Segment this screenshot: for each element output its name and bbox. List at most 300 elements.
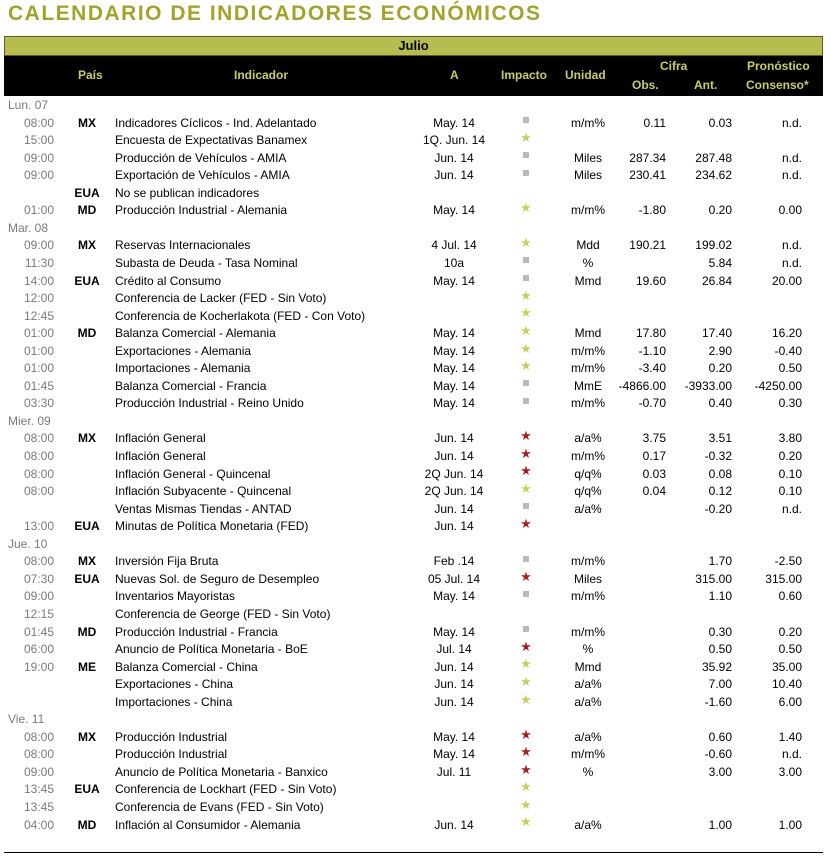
- time-cell: 12:15: [23, 606, 54, 621]
- time-cell: 09:00: [23, 150, 54, 165]
- period-cell: Feb .14: [433, 554, 475, 569]
- ant-cell: -0.20: [704, 501, 732, 516]
- time-cell: 01:00: [23, 326, 54, 341]
- time-cell: 09:00: [23, 764, 54, 779]
- indicator-cell: Producción Industrial: [115, 729, 228, 744]
- unit-cell: Miles: [573, 571, 602, 586]
- ant-cell: -1.60: [704, 694, 732, 709]
- ant-cell: 3.00: [708, 764, 732, 779]
- time-cell: 14:00: [23, 273, 54, 288]
- time-cell: 09:00: [23, 168, 54, 183]
- consensus-cell: n.d.: [781, 255, 802, 270]
- obs-cell: 17.80: [635, 326, 666, 341]
- star-icon: ★: [520, 445, 532, 461]
- time-cell: 03:30: [23, 396, 54, 411]
- time-cell: 08:00: [23, 554, 54, 569]
- header-ant: Ant.: [694, 78, 718, 92]
- indicator-cell: Subasta de Deuda - Tasa Nominal: [115, 255, 298, 270]
- star-icon: ★: [520, 235, 532, 251]
- table-row: [4, 746, 823, 764]
- time-cell: 01:00: [23, 343, 54, 358]
- indicator-cell: Anuncio de Política Monetaria - Banxico: [115, 764, 328, 779]
- consensus-cell: 0.50: [778, 642, 802, 657]
- table-row: [4, 638, 823, 659]
- time-cell: 01:00: [23, 361, 54, 376]
- indicator-cell: Importaciones - China: [115, 694, 233, 709]
- time-cell: 08:00: [23, 449, 54, 463]
- ant-cell: 1.00: [708, 817, 732, 832]
- unit-cell: m/m%: [571, 449, 605, 463]
- consensus-cell: n.d.: [781, 238, 802, 253]
- ant-cell: 0.20: [708, 361, 732, 376]
- consensus-cell: 0.20: [778, 624, 802, 639]
- time-cell: 08:00: [23, 747, 54, 762]
- unit-cell: MmE: [574, 378, 602, 393]
- square-icon: [523, 556, 529, 562]
- square-icon: [523, 117, 529, 123]
- obs-cell: 0.11: [643, 115, 666, 130]
- high-impact-star-icon: [514, 568, 538, 589]
- table-row: [4, 340, 823, 361]
- period-cell: May. 14: [433, 343, 475, 358]
- table-row: [4, 656, 823, 677]
- consensus-cell: 35.00: [771, 659, 802, 674]
- time-cell: 08:00: [23, 729, 54, 744]
- unit-cell: Mmd: [574, 273, 602, 288]
- period-cell: May. 14: [433, 589, 475, 604]
- country-cell: MX: [78, 115, 96, 130]
- unit-cell: %: [582, 255, 594, 270]
- period-cell: May. 14: [433, 115, 475, 130]
- time-cell: 06:00: [23, 642, 54, 657]
- ant-cell: 0.30: [708, 624, 732, 639]
- consensus-cell: 0.10: [778, 466, 802, 481]
- consensus-cell: 0.10: [778, 484, 802, 499]
- country-cell: MX: [78, 554, 96, 569]
- unit-cell: m/m%: [571, 589, 605, 604]
- country-cell: MX: [78, 238, 96, 253]
- table-row: [4, 129, 823, 150]
- consensus-cell: n.d.: [781, 747, 802, 762]
- table-row: [4, 255, 823, 273]
- ant-cell: 0.08: [708, 466, 732, 481]
- square-icon: [523, 257, 529, 263]
- consensus-cell: 0.50: [778, 361, 802, 376]
- country-cell: EUA: [74, 519, 100, 534]
- consensus-cell: n.d.: [781, 150, 802, 165]
- consensus-cell: 0.30: [778, 396, 802, 411]
- star-icon: ★: [520, 691, 532, 707]
- indicator-cell: Producción de Vehículos - AMIA: [115, 150, 287, 165]
- medium-impact-star-icon: [514, 691, 538, 712]
- time-cell: 13:00: [23, 519, 54, 534]
- low-impact-square-icon: [514, 150, 538, 168]
- period-cell: May. 14: [433, 273, 475, 288]
- table-row: [4, 606, 823, 624]
- indicator-cell: Producción Industrial - Reino Unido: [115, 396, 304, 411]
- country-cell: MD: [77, 203, 97, 218]
- table-header: [4, 56, 823, 96]
- ant-cell: 287.48: [695, 150, 732, 165]
- obs-cell: 19.60: [635, 273, 666, 288]
- country-cell: MD: [77, 624, 97, 639]
- ant-cell: 1.10: [708, 589, 732, 604]
- medium-impact-star-icon: [514, 237, 538, 255]
- star-icon: ★: [520, 568, 532, 584]
- obs-cell: 0.17: [642, 449, 666, 463]
- unit-cell: Miles: [573, 150, 602, 165]
- obs-cell: -1.10: [638, 343, 666, 358]
- country-cell: MX: [78, 729, 96, 744]
- ant-cell: 2.90: [708, 343, 732, 358]
- time-cell: 11:30: [24, 255, 54, 270]
- table-row: [4, 726, 823, 747]
- period-cell: Jun. 14: [434, 817, 474, 832]
- indicator-cell: Minutas de Política Monetaria (FED): [115, 519, 309, 534]
- indicator-cell: Balanza Comercial - Alemania: [115, 326, 276, 341]
- period-cell: 05 Jul. 14: [427, 571, 481, 586]
- low-impact-square-icon: [514, 395, 538, 413]
- square-icon: [523, 380, 529, 386]
- low-impact-square-icon: [514, 378, 538, 396]
- ant-cell: 315.00: [695, 571, 732, 586]
- header-obs: Obs.: [632, 78, 659, 92]
- ant-cell: 0.40: [708, 396, 732, 411]
- country-cell: EUA: [74, 571, 100, 586]
- header-a: A: [450, 68, 459, 82]
- unit-cell: q/q%: [574, 484, 602, 499]
- indicator-cell: Producción Industrial - Alemania: [115, 203, 288, 218]
- period-cell: May. 14: [433, 729, 475, 744]
- country-cell: EUA: [74, 273, 100, 288]
- indicator-cell: Conferencia de Kocherlakota (FED - Con Voto): [115, 308, 366, 323]
- period-cell: Jun. 14: [434, 449, 474, 463]
- period-cell: May. 14: [433, 203, 475, 218]
- star-icon: ★: [520, 428, 532, 444]
- table-row: [4, 463, 823, 484]
- table-row: [4, 553, 823, 571]
- low-impact-square-icon: [514, 588, 538, 606]
- time-cell: 08:00: [23, 115, 54, 130]
- indicator-cell: Inflación Subyacente - Quincenal: [115, 484, 292, 499]
- obs-cell: -1.80: [638, 203, 666, 218]
- unit-cell: a/a%: [574, 729, 602, 744]
- star-icon: ★: [520, 305, 532, 321]
- table-row: [4, 150, 823, 168]
- ant-cell: -0.32: [704, 449, 732, 463]
- time-cell: 13:45: [23, 782, 54, 797]
- period-cell: 1Q. Jun. 14: [422, 133, 486, 148]
- indicator-cell: Balanza Comercial - China: [115, 659, 258, 674]
- time-cell: 01:45: [23, 624, 54, 639]
- time-cell: 09:00: [23, 589, 54, 604]
- country-cell: MD: [77, 817, 97, 832]
- table-row: [4, 237, 823, 255]
- obs-cell: 287.34: [629, 150, 666, 165]
- table-row: [4, 445, 823, 466]
- square-icon: [523, 170, 529, 176]
- time-cell: 12:00: [23, 291, 54, 306]
- obs-cell: 0.04: [642, 484, 666, 499]
- table-row: [4, 796, 823, 817]
- time-cell: 08:00: [23, 484, 54, 499]
- country-cell: EUA: [74, 185, 100, 200]
- medium-impact-star-icon: [514, 814, 538, 835]
- consensus-cell: n.d.: [781, 501, 802, 516]
- unit-cell: a/a%: [574, 431, 602, 446]
- indicator-cell: Conferencia de Lacker (FED - Sin Voto): [115, 291, 327, 306]
- header-unidad: Unidad: [565, 68, 606, 82]
- table-row: [4, 501, 823, 519]
- header-consenso: Consenso*: [746, 78, 809, 92]
- table-row: [4, 588, 823, 606]
- star-icon: ★: [520, 761, 532, 777]
- indicator-cell: Reservas Internacionales: [115, 238, 251, 253]
- obs-cell: 190.21: [629, 238, 666, 253]
- indicator-cell: Conferencia de Lockhart (FED - Sin Voto): [115, 782, 337, 797]
- medium-impact-star-icon: [514, 129, 538, 150]
- unit-cell: Mdd: [576, 238, 600, 253]
- table-row: [4, 430, 823, 448]
- consensus-cell: 315.00: [765, 571, 802, 586]
- obs-cell: -3.40: [638, 361, 666, 376]
- period-cell: 2Q Jun. 14: [424, 466, 484, 481]
- indicator-cell: Exportaciones - China: [115, 677, 234, 692]
- table-row: [4, 395, 823, 413]
- high-impact-star-icon: [514, 518, 538, 536]
- star-icon: ★: [520, 656, 532, 672]
- header-pais: País: [78, 68, 103, 82]
- indicator-cell: Conferencia de George (FED - Sin Voto): [115, 606, 331, 621]
- period-cell: 2Q Jun. 14: [424, 484, 484, 499]
- medium-impact-star-icon: [514, 202, 538, 220]
- unit-cell: m/m%: [571, 361, 605, 376]
- time-cell: 04:00: [23, 817, 54, 832]
- period-cell: 4 Jul. 14: [431, 238, 477, 253]
- unit-cell: Miles: [573, 168, 602, 183]
- medium-impact-star-icon: [514, 480, 538, 501]
- indicator-cell: Encuesta de Expectativas Banamex: [115, 133, 308, 148]
- indicator-cell: Balanza Comercial - Francia: [115, 378, 267, 393]
- header-impacto: Impacto: [501, 68, 548, 82]
- square-icon: [523, 398, 529, 404]
- consensus-cell: 10.40: [771, 677, 802, 692]
- consensus-cell: 1.00: [778, 817, 802, 832]
- star-icon: ★: [520, 358, 532, 374]
- ant-cell: 5.84: [708, 255, 732, 270]
- day-header-row: [4, 97, 823, 115]
- ant-cell: -3933.00: [684, 378, 732, 393]
- day-header-row: [4, 711, 823, 729]
- period-cell: Jul. 11: [436, 764, 472, 779]
- unit-cell: a/a%: [574, 817, 602, 832]
- star-icon: ★: [520, 129, 532, 145]
- table-row: [4, 185, 823, 203]
- ant-cell: 199.02: [695, 238, 732, 253]
- ant-cell: 3.51: [708, 431, 732, 446]
- country-cell: MX: [78, 431, 96, 446]
- indicator-cell: Inflación General - Quincenal: [115, 466, 271, 481]
- period-cell: Jul. 14: [436, 642, 472, 657]
- indicator-cell: Nuevas Sol. de Seguro de Desempleo: [115, 571, 320, 586]
- time-cell: 09:00: [23, 238, 54, 253]
- time-cell: 08:00: [23, 431, 54, 446]
- indicator-cell: Importaciones - Alemania: [115, 361, 251, 376]
- country-cell: MD: [77, 326, 97, 341]
- day-label: Jue. 10: [8, 536, 48, 551]
- time-cell: 15:00: [23, 133, 54, 148]
- table-row: [4, 378, 823, 396]
- consensus-cell: 0.00: [778, 203, 802, 218]
- square-icon: [523, 152, 529, 158]
- time-cell: 01:45: [23, 378, 54, 393]
- day-header-row: [4, 536, 823, 554]
- consensus-cell: n.d.: [781, 168, 802, 183]
- table-row: [4, 568, 823, 589]
- unit-cell: Mmd: [574, 326, 602, 341]
- day-label: Lun. 07: [8, 98, 49, 112]
- ant-cell: 0.20: [708, 203, 732, 218]
- unit-cell: m/m%: [571, 624, 605, 639]
- table-row: [4, 781, 823, 799]
- unit-cell: %: [582, 764, 594, 779]
- period-cell: May. 14: [433, 396, 475, 411]
- consensus-cell: 16.20: [771, 326, 802, 341]
- obs-cell: 230.41: [629, 168, 666, 183]
- table-row: [4, 761, 823, 782]
- unit-cell: q/q%: [574, 466, 602, 481]
- day-label: Mier. 09: [8, 413, 51, 428]
- period-cell: Jun. 14: [434, 431, 474, 446]
- table-row: [4, 167, 823, 185]
- indicator-cell: Producción Industrial: [115, 747, 228, 762]
- indicator-cell: Inflación al Consumidor - Alemania: [115, 817, 301, 832]
- unit-cell: a/a%: [574, 694, 602, 709]
- day-label: Mar. 08: [8, 220, 49, 235]
- star-icon: ★: [520, 638, 532, 654]
- indicator-cell: Inflación General: [115, 449, 206, 463]
- square-icon: [523, 591, 529, 597]
- unit-cell: %: [582, 642, 594, 657]
- unit-cell: m/m%: [571, 343, 605, 358]
- time-cell: 01:00: [23, 203, 54, 218]
- time-cell: 08:00: [23, 466, 54, 481]
- period-cell: Jun. 14: [434, 659, 474, 674]
- consensus-cell: -2.50: [774, 554, 802, 569]
- table-row: [4, 287, 823, 308]
- indicator-cell: Inventarios Mayoristas: [115, 589, 236, 604]
- indicator-cell: Conferencia de Evans (FED - Sin Voto): [115, 800, 324, 814]
- indicator-cell: Inversión Fija Bruta: [115, 554, 219, 569]
- period-cell: 10a: [443, 255, 465, 270]
- indicator-cell: Inflación General: [115, 431, 206, 446]
- day-label: Vie. 11: [8, 712, 45, 727]
- consensus-cell: 0.20: [778, 449, 802, 463]
- time-cell: 13:45: [23, 800, 54, 814]
- star-icon: ★: [520, 673, 532, 689]
- star-icon: ★: [520, 779, 532, 795]
- period-cell: May. 14: [433, 624, 475, 639]
- obs-cell: 3.75: [642, 431, 666, 446]
- obs-cell: 0.03: [642, 466, 666, 481]
- star-icon: ★: [520, 480, 532, 496]
- period-cell: May. 14: [433, 747, 475, 762]
- table-row: [4, 115, 823, 133]
- period-cell: May. 14: [433, 378, 475, 393]
- consensus-cell: 6.00: [778, 694, 802, 709]
- unit-cell: m/m%: [571, 747, 605, 762]
- period-cell: Jun. 14: [434, 677, 474, 692]
- indicator-cell: Exportación de Vehículos - AMIA: [115, 168, 290, 183]
- star-icon: ★: [520, 287, 532, 303]
- consensus-cell: 3.80: [778, 431, 802, 446]
- unit-cell: m/m%: [571, 396, 605, 411]
- ant-cell: 35.92: [701, 659, 732, 674]
- star-icon: ★: [520, 814, 532, 830]
- table-row: [4, 273, 823, 291]
- header-pronostico: Pronóstico: [747, 59, 810, 73]
- star-icon: ★: [520, 322, 532, 338]
- page-title: CALENDARIO DE INDICADORES ECONÓMICOS: [8, 2, 542, 25]
- indicator-cell: Producción Industrial - Francia: [115, 624, 278, 639]
- country-cell: EUA: [74, 782, 100, 797]
- ant-cell: 0.03: [708, 115, 732, 130]
- star-icon: ★: [520, 744, 532, 760]
- low-impact-square-icon: [514, 167, 538, 185]
- header-cifra: Cifra: [660, 59, 688, 73]
- period-cell: Jun. 14: [434, 168, 474, 183]
- ant-cell: 0.50: [708, 642, 732, 657]
- day-header-row: [4, 413, 823, 431]
- indicator-cell: Ventas Mismas Tiendas - ANTAD: [115, 501, 292, 516]
- ant-cell: 0.12: [708, 484, 732, 499]
- consensus-cell: 0.60: [778, 589, 802, 604]
- table-row: [4, 814, 823, 835]
- table-row: [4, 305, 823, 326]
- table-row: [4, 480, 823, 501]
- period-cell: Jun. 14: [434, 519, 474, 534]
- indicator-cell: Anuncio de Política Monetaria - BoE: [115, 642, 308, 657]
- star-icon: ★: [520, 200, 532, 216]
- day-header-row: [4, 220, 823, 238]
- table-row: [4, 360, 823, 378]
- period-cell: May. 14: [433, 361, 475, 376]
- ant-cell: 17.40: [701, 326, 732, 341]
- table-row: [4, 518, 823, 536]
- time-cell: 12:45: [23, 308, 54, 323]
- consensus-cell: 3.00: [778, 764, 802, 779]
- indicator-cell: Indicadores Cíclicos - Ind. Adelantado: [115, 115, 317, 130]
- star-icon: ★: [520, 516, 532, 532]
- table-row: [4, 691, 823, 712]
- table-row: [4, 673, 823, 694]
- table-row: [4, 624, 823, 642]
- ant-cell: 0.60: [708, 729, 732, 744]
- time-cell: 07:30: [23, 571, 54, 586]
- bottom-divider: [4, 852, 823, 853]
- unit-cell: a/a%: [574, 501, 602, 516]
- ant-cell: 1.70: [708, 554, 732, 569]
- time-cell: 19:00: [23, 659, 54, 674]
- unit-cell: m/m%: [571, 203, 605, 218]
- obs-cell: -4866.00: [618, 378, 666, 393]
- period-cell: Jun. 14: [434, 150, 474, 165]
- unit-cell: m/m%: [571, 554, 605, 569]
- unit-cell: m/m%: [571, 115, 605, 130]
- unit-cell: Mmd: [574, 659, 602, 674]
- consensus-cell: n.d.: [781, 115, 802, 130]
- star-icon: ★: [520, 796, 532, 812]
